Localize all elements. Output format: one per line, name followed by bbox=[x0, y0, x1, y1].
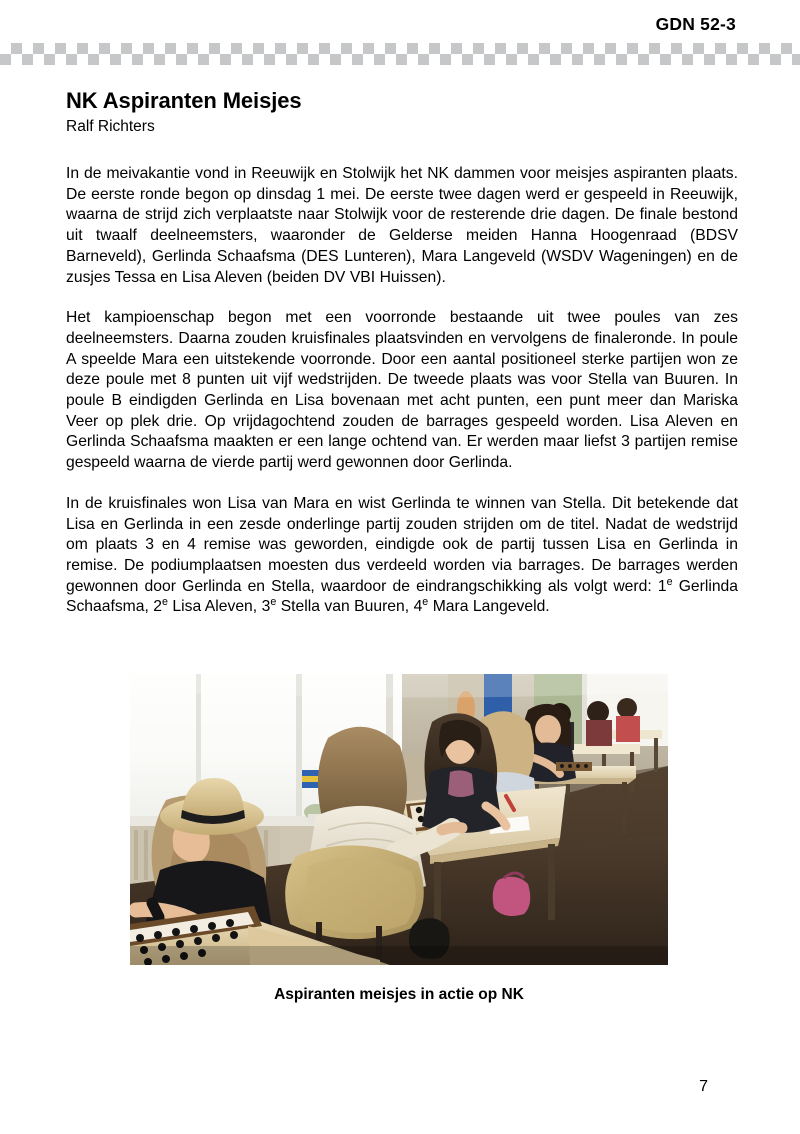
paragraph-final-standings-text-a: In de kruisfinales won Lisa van Mara en wist Gerlinda te winnen van Stella. Dit betekende dat Lisa en Gerlinda in een zesde onderlinge partij zouden strijden om de titel. Nadat de wedstrijd om plaats 3 en 4 remise was geworden, eindigde ook de partij tussen Lisa en Gerlinda in remise. De podiumplaatsen moesten dus verdeeld worden via barrages. De barrages werden gewonnen door Gerlinda en Stella, waardoor de eindrangschikking als volgt werd: 1 bbox=[66, 494, 738, 595]
paragraph-final-standings-text-e: Mara Langeveld. bbox=[428, 598, 550, 616]
paragraph-final-standings-text-c: Lisa Aleven, 3 bbox=[167, 598, 271, 616]
paragraph-final-standings bbox=[66, 494, 738, 618]
paragraph-tournament-rounds: Het kampioenschap begon met een voorronde bestaande uit twee poules van zes deelneemsters. Daarna zouden kruisfinales plaatsvinden en vervolgens de finaleronde. In poule A speelde Mara een uitstekende voorronde. Door een aantal positioneel sterke partijen won ze deze poule met 8 punten uit vijf wedstrijden. De tweede plaats was voor Stella van Buuren. In poule B eindigden Gerlinda en Lisa bovenaan met acht punten, een punt meer dan Mariska Veer op plek drie. Op vrijdagochtend zouden de barrages gespeeld worden. Lisa Aleven en Gerlinda Schaafsma maakten er een lange ochtend van. Er werden maar liefst 3 partijen remise gespeeld waarna de vierde partij werd gewonnen door Gerlinda. bbox=[66, 309, 738, 472]
article-author: Ralf Richters bbox=[66, 118, 155, 135]
article-body bbox=[66, 88, 738, 618]
paragraph-final-standings-text-d: Stella van Buuren, 4 bbox=[276, 598, 423, 616]
paragraph-intro: In de meivakantie vond in Reeuwijk en Stolwijk het NK dammen voor meisjes aspiranten plaats. De eerste ronde begon op dinsdag 1 mei. De eerste twee dagen werd er gespeeld in Reeuwijk, waarna de strijd zich verplaatste naar Stolwijk voor de resterende drie dagen. De finale bestond uit twaalf deelneemsters, waaronder de Gelderse meiden Hanna Hoogenraad (BDSV Barneveld), Gerlinda Schaafsma (DES Lunteren), Mara Langeveld (WSDV Wageningen) en de zusjes Tessa en Lisa Aleven (beiden DV VBI Huissen). bbox=[66, 165, 738, 286]
page-number: 7 bbox=[699, 1078, 708, 1095]
ordinal-suffix-fourth: e bbox=[422, 596, 429, 609]
page-footer bbox=[0, 1076, 800, 1106]
page-header bbox=[0, 0, 800, 66]
article-title: NK Aspiranten Meisjes bbox=[66, 88, 302, 113]
issue-label: GDN 52-3 bbox=[655, 14, 736, 34]
photo-caption: Aspiranten meisjes in actie op NK bbox=[274, 986, 524, 1003]
paragraph-final-standings-text-b: Gerlinda Schaafsma, 2 bbox=[66, 577, 739, 616]
checkered-band-icon bbox=[0, 43, 800, 65]
ordinal-suffix-third: e bbox=[270, 596, 277, 609]
photo-draughts-players-classroom bbox=[130, 674, 668, 965]
photo-illustration bbox=[130, 674, 668, 965]
ordinal-suffix-first: e bbox=[666, 575, 673, 588]
photo-figure bbox=[130, 674, 668, 1005]
ordinal-suffix-second: e bbox=[162, 596, 168, 609]
